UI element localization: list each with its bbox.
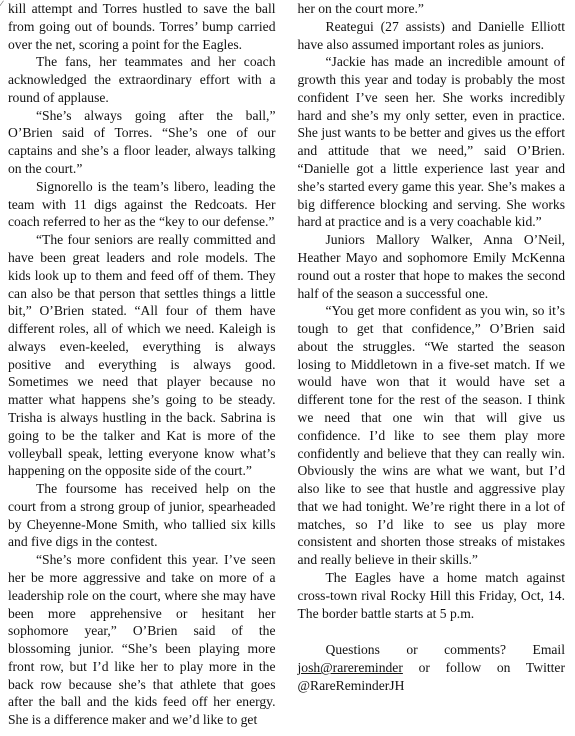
closing-paragraph: [298, 641, 566, 694]
twitter-handle[interactable]: @RareReminderJH: [297, 677, 405, 693]
corner-mark: ∕: [0, 0, 2, 11]
left-column: [8, 0, 276, 736]
paragraph: The fans, her teammates and her coach acknowledged the extraordinary effort with a round of applause.: [8, 54, 276, 105]
paragraph: The foursome has received help on the court from a strong group of junior, spearheaded by Cheyenne-Mone Smith, who tallied six kills and five digs in the contest.: [8, 481, 276, 550]
paragraph: Reategui (27 assists) and Danielle Elliott have also assumed important roles as juniors.: [297, 18, 565, 52]
paragraph: her on the court more.”: [297, 1, 424, 16]
paragraph: kill attempt and Torres hustled to save the ball from going out of bounds. Torres’ bump carried over the net, scoring a point for the Eagles.: [8, 1, 276, 52]
right-column: [298, 0, 566, 736]
paragraph: Signorello is the team’s libero, leading the team with 11 digs against the Redcoats. Her coach referred to her as the “key to our defense.”: [8, 178, 276, 230]
paragraph: The Eagles have a home match against cross-town rival Rocky Hill this Friday, Oct, 14. The border battle starts at 5 p.m.: [297, 570, 565, 621]
email-link[interactable]: josh@rarereminder: [297, 660, 403, 676]
paragraph: “Jackie has made an incredible amount of growth this year and today is probably the most confident I’ve seen her. She works incredibly hard and she’s my only setter, even in practice. She just wants to be better and gives us the effort and attitude that we need,” said O’Brien. “Danielle got a little experience last year and she’s started every game this year. She’s makes a big difference blocking and serving. She works hard at practice and is a very coachable kid.”: [297, 54, 565, 230]
paragraph: “You get more confident as you win, so it’s tough to get that confidence,” O’Brien said about the struggles. “We started the season losing to Middletown in a five-set match. If we would have won that it would have set a different tone for the rest of the season. I think we need that one win that will give us confidence. I’d like to see them play more confidently and believe that they can really win. Obviously the wins are what we want, but I’d also like to see that hustle and aggressive play that we had tonight. We’re right there in a lot of matches, so I’d like to see us play more consistent and shorten those streaks of mistakes and really believe in their skills.”: [297, 303, 565, 568]
closing-prefix: Questions or comments? Email: [325, 642, 565, 658]
paragraph: Juniors Mallory Walker, Anna O’Neil, Heather Mayo and sophomore Emily McKenna round out a roster that hope to makes the second half of the season a successful one.: [297, 232, 565, 301]
closing-middle: or follow on Twitter: [402, 660, 565, 676]
paragraph: “She’s always going after the ball,” O’Brien said of Torres. “She’s one of our captains and she’s a floor leader, always talking on the court.”: [8, 107, 276, 177]
paragraph: “The four seniors are really committed and have been great leaders and role models. The kids look up to them and feed off of them. They can also be that person that settles things a little bit,” O’Brien stated. “All four of them have different roles, all of which we need. Kaleigh is always even-keeled, everything is always positive and everything is always good. Sometimes we need that player because no matter what happens she’s going to be steady. Trisha is always hustling in the back. Sabrina is going to be the talker and Kat is more of the volleyball speak, letting everyone know what’s happening on the opposite side of the court.”: [8, 232, 276, 479]
paragraph: “She’s more confident this year. I’ve seen her be more aggressive and take on more of a leadership role on the court, where she may have been more apprehensive or hesitant her sophomore year,” O’Brien said of the blossoming junior. “She’s been playing more front row, but I’d like her to play more in the back row because she’s that athlete that goes after the ball and the kids feed off her energy. She is a difference maker and we’d like to get: [8, 552, 276, 728]
